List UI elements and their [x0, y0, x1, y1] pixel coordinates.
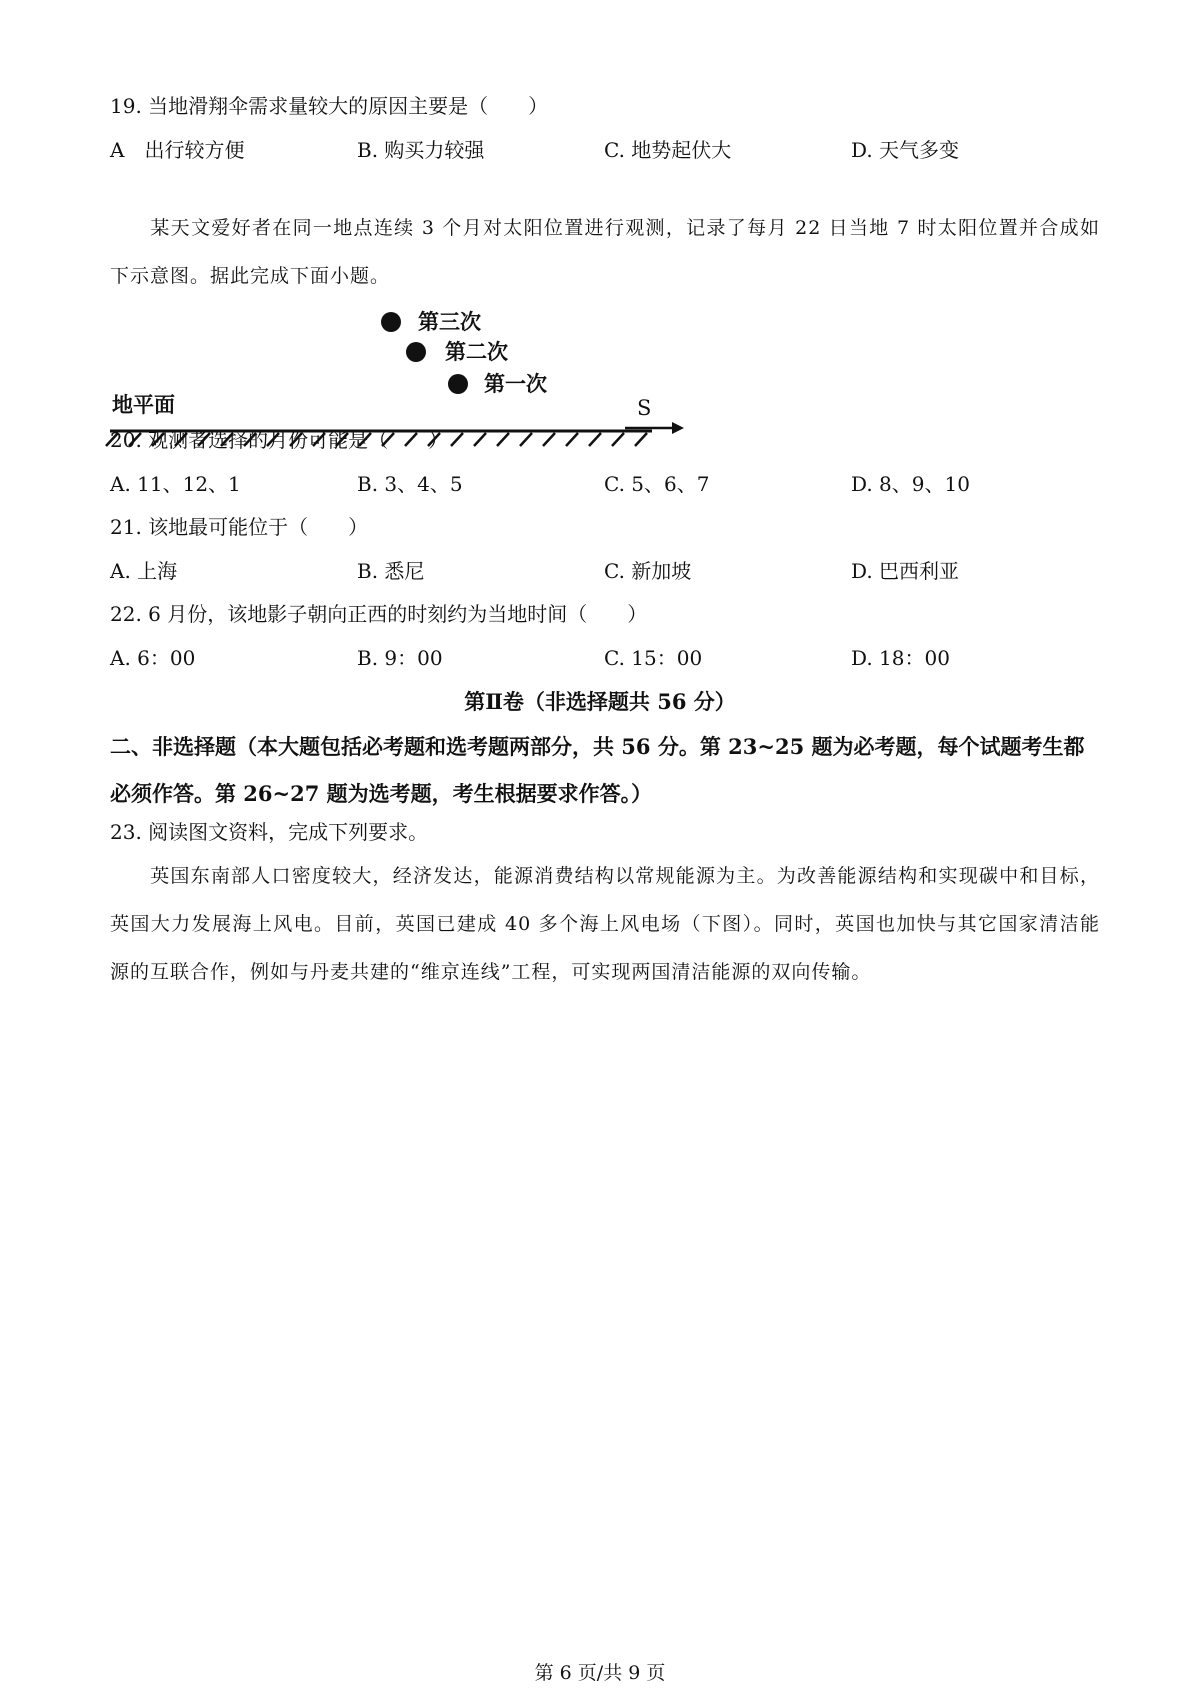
q20-option-a: A. 11、12、1 — [110, 472, 241, 496]
q23-text: 英国东南部人口密度较大，经济发达，能源消费结构以常规能源为主。为改善能源结构和实现碳中和目标，英国大力发展海上风电。目前，英国已建成 40 多个海上风电场（下图）。同时，英国也加快与其它国家清洁能源的互联合作，例如与丹麦共建的“维京连线”工程，可实现两国清洁能源的双向传输。 — [110, 865, 1100, 983]
q21-options — [110, 557, 1110, 585]
page-footer: 第 6 页/共 9 页 — [534, 1662, 666, 1684]
direction-label: S — [637, 396, 652, 420]
q20-option-b: B. 3、4、5 — [357, 472, 463, 496]
q21-option-c: C. 新加坡 — [604, 559, 692, 583]
q23-stem: 23. 阅读图文资料，完成下列要求。 — [110, 820, 429, 844]
horizon-label: 地平面 — [112, 392, 175, 417]
q19-option-b: B. 购买力较强 — [357, 138, 485, 162]
q22-stem: 22. 6 月份，该地影子朝向正西的时刻约为当地时间（ ） — [110, 602, 648, 626]
sun-label-first: 第一次 — [484, 371, 547, 396]
q22-option-d: D. 18：00 — [851, 646, 950, 670]
q20-option-d: D. 8、9、10 — [851, 472, 970, 496]
q22-options — [110, 644, 1110, 672]
q20-option-c: C. 5、6、7 — [604, 472, 710, 496]
q19-option-d: D. 天气多变 — [851, 138, 960, 162]
q22-option-a: A. 6：00 — [110, 646, 196, 670]
part2-heading: 二、非选择题（本大题包括必考题和选考题两部分，共 56 分。第 23~25 题为必考题，每个试题考生都必须作答。第 26~27 题为选考题，考生根据要求作答。） — [110, 734, 1085, 806]
part2-title: 第Ⅱ卷（非选择题共 56 分） — [464, 689, 736, 714]
direction-arrow-icon — [672, 422, 684, 434]
q22-option-b: B. 9：00 — [357, 646, 443, 670]
q21-option-d: D. 巴西利亚 — [851, 559, 960, 583]
q20-options — [110, 470, 1110, 498]
sun-label-third: 第三次 — [418, 309, 481, 334]
q21-option-a: A. 上海 — [110, 559, 178, 583]
sun-dot-second — [406, 342, 426, 362]
q19-option-c: C. 地势起伏大 — [604, 138, 732, 162]
intro-paragraph — [110, 204, 1100, 300]
q23-paragraph — [110, 852, 1100, 996]
q19-option-a: A 出行较方便 — [110, 138, 245, 162]
sun-label-second: 第二次 — [445, 339, 508, 364]
q22-option-c: C. 15：00 — [604, 646, 703, 670]
q21-option-b: B. 悉尼 — [357, 559, 425, 583]
q19-stem: 19. 当地滑翔伞需求量较大的原因主要是（ ） — [110, 94, 549, 118]
sun-dot-third — [381, 312, 401, 332]
q21-stem: 21. 该地最可能位于（ ） — [110, 515, 369, 539]
intro-text: 某天文爱好者在同一地点连续 3 个月对太阳位置进行观测，记录了每月 22 日当地 7 时太阳位置并合成如下示意图。据此完成下面小题。 — [110, 217, 1100, 287]
q19-options — [110, 136, 1110, 164]
q20-stem: 20. 观测者选择的月份可能是（ ） — [110, 428, 449, 452]
sun-dot-first — [448, 374, 468, 394]
